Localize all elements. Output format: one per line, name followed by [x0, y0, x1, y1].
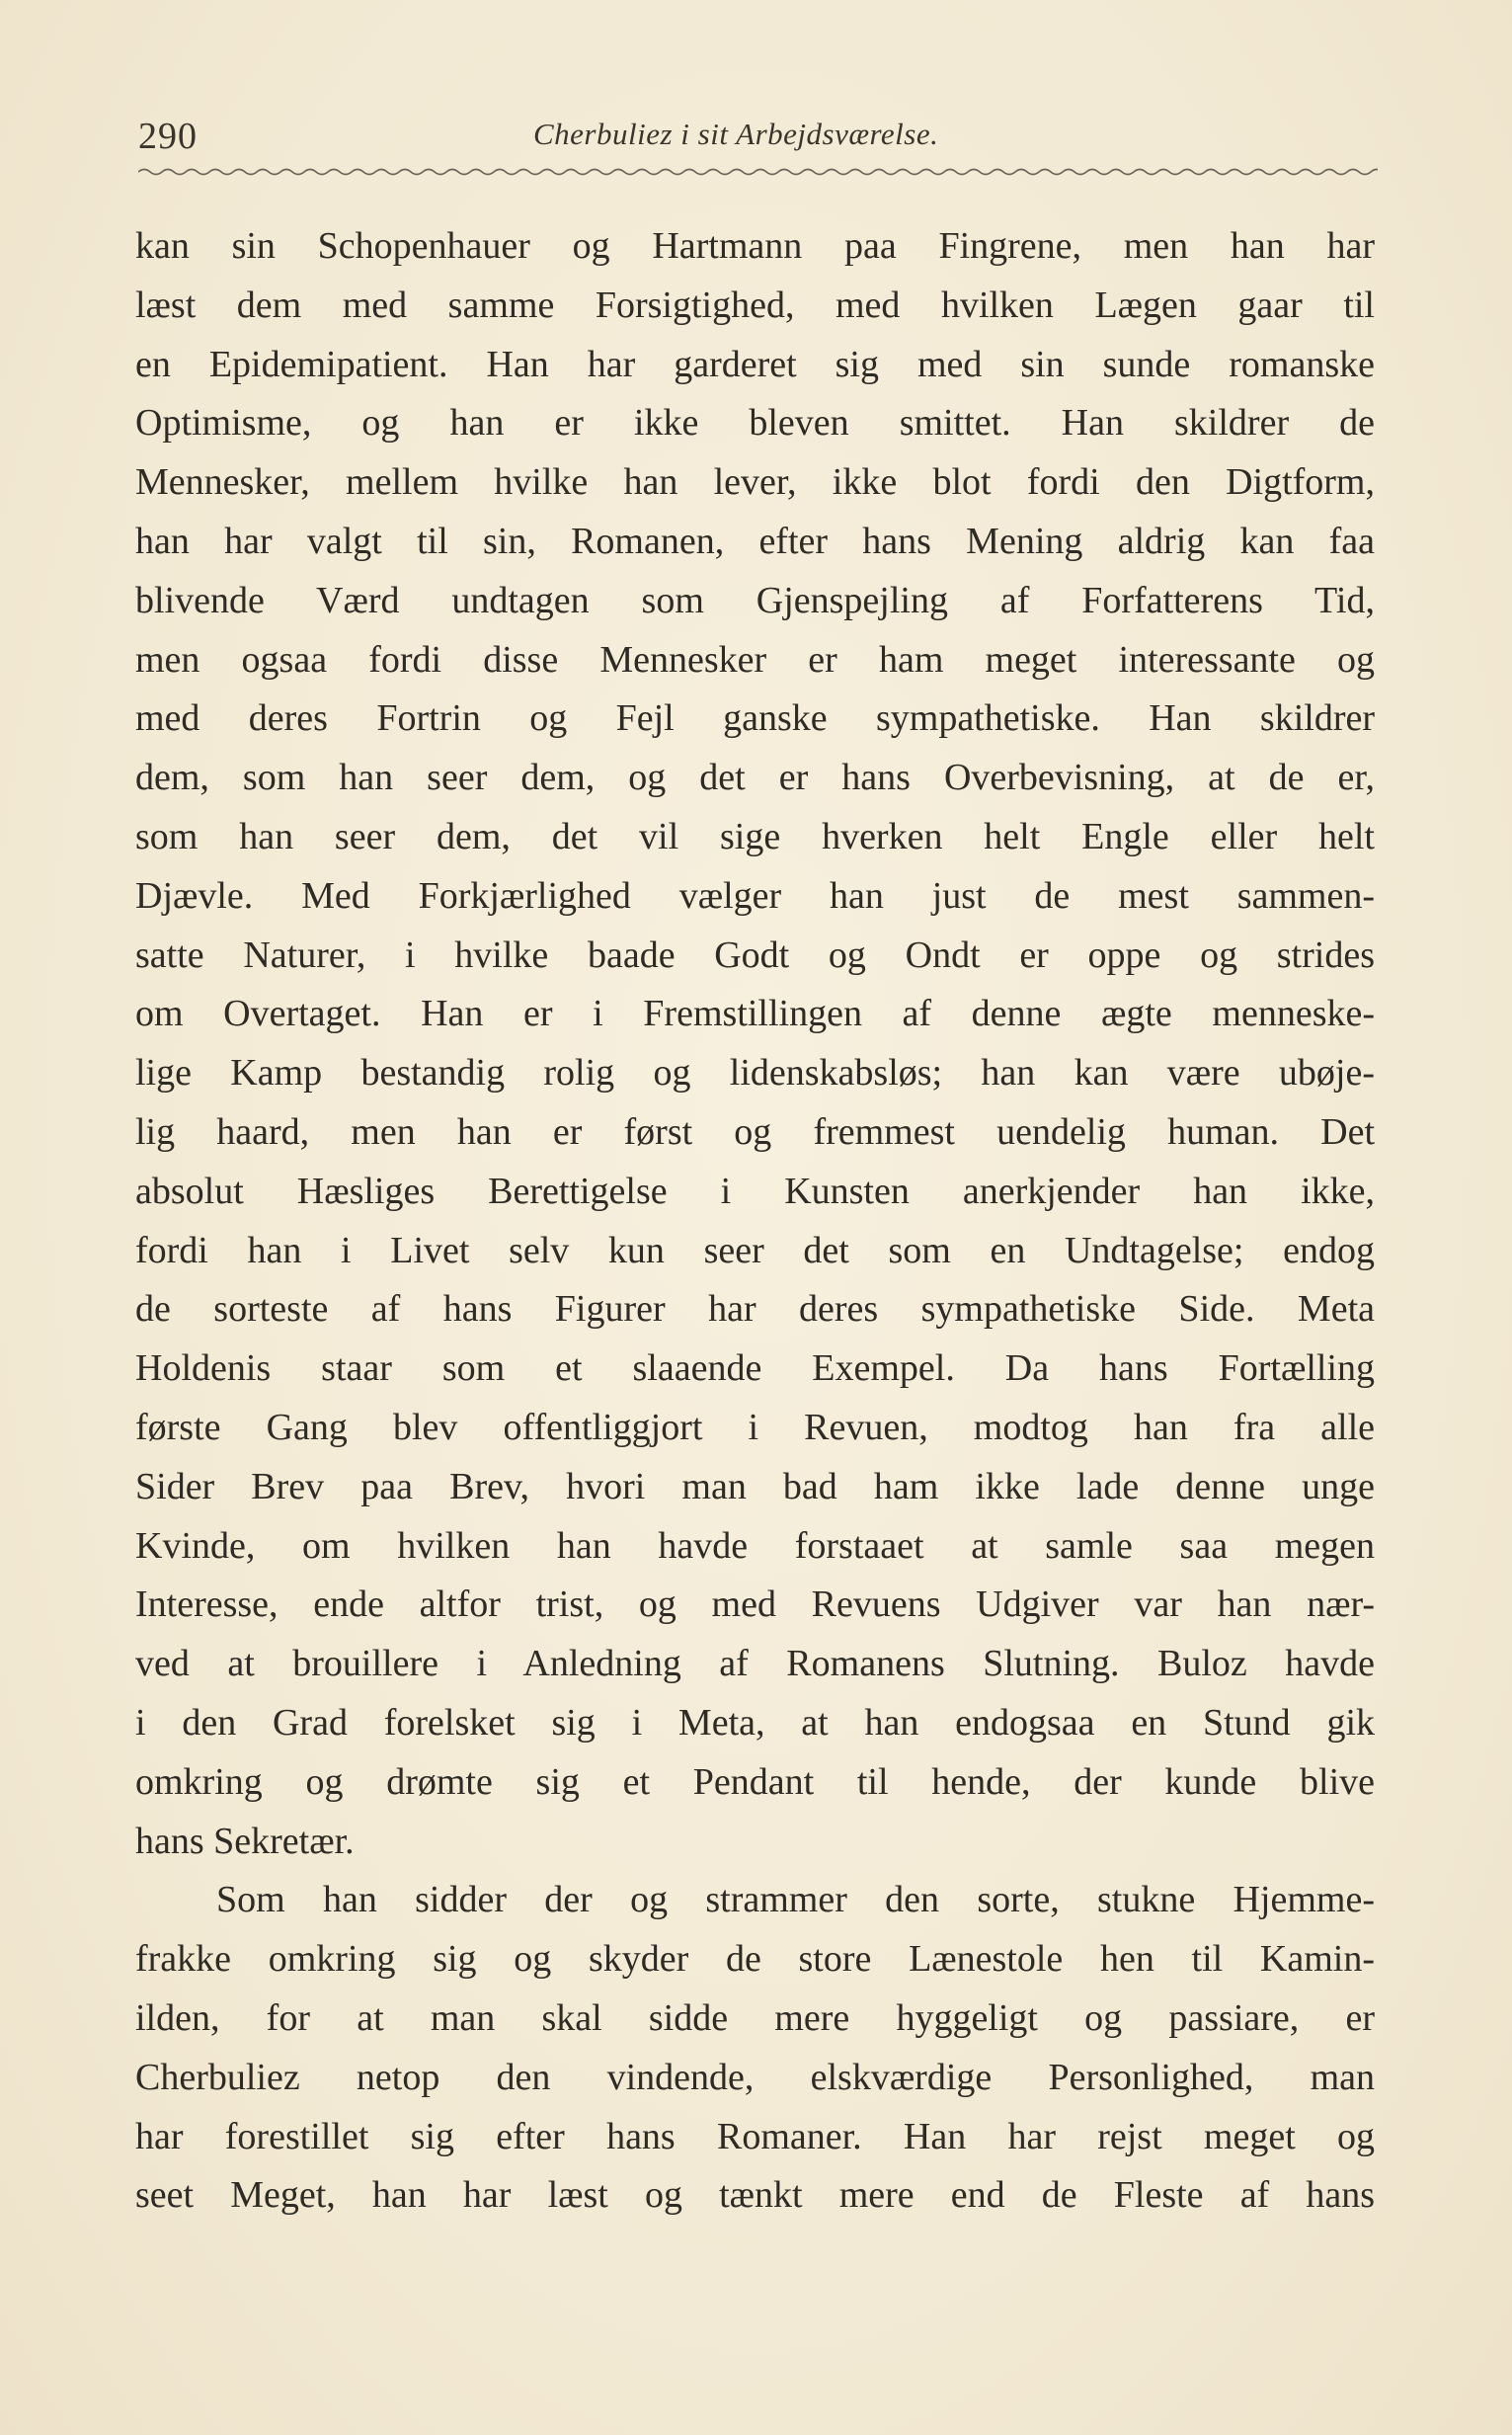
text-line: lige Kamp bestandig rolig og lidenskabsløs; han kan være ubøje- — [135, 1052, 1375, 1095]
text-line: blivende Værd undtagen som Gjenspejling af Forfatterens Tid, — [135, 579, 1375, 621]
text-line: satte Naturer, i hvilke baade Godt og Ondt er oppe og strides — [135, 933, 1375, 976]
text-line: hans Sekretær. — [135, 1820, 355, 1862]
text-line: kan sin Schopenhauer og Hartmann paa Fingrene, men han har — [135, 225, 1375, 267]
paragraph-2 — [135, 1871, 1375, 2226]
text-line: ilden, for at man skal sidde mere hyggeligt og passiare, er — [135, 1996, 1375, 2039]
text-line: Djævle. Med Forkjærlighed vælger han just de mest sammen- — [135, 874, 1375, 917]
text-line: lig haard, men han er først og fremmest uendelig human. Det — [135, 1110, 1375, 1153]
paragraph-1 — [135, 217, 1375, 1871]
text-line: en Epidemipatient. Han har garderet sig med sin sunde romanske — [135, 343, 1375, 385]
text-line: som han seer dem, det vil sige hverken helt Engle eller helt — [135, 815, 1375, 857]
text-line: seet Meget, han har læst og tænkt mere end de Fleste af hans — [135, 2174, 1375, 2217]
body-text — [135, 217, 1375, 2226]
text-line: Sider Brev paa Brev, hvori man bad ham ikke lade denne unge — [135, 1465, 1375, 1507]
running-title: Cherbuliez i sit Arbejdsværelse. — [533, 117, 939, 151]
text-line: med deres Fortrin og Fejl ganske sympathetiske. Han skildrer — [135, 697, 1375, 740]
text-line: Mennesker, mellem hvilke han lever, ikke blot fordi den Digtform, — [135, 461, 1375, 504]
page-number: 290 — [138, 116, 198, 157]
text-line: men ogsaa fordi disse Mennesker er ham meget interessante og — [135, 638, 1375, 681]
text-line: første Gang blev offentliggjort i Revuen, modtog han fra alle — [135, 1406, 1375, 1448]
text-line: Cherbuliez netop den vindende, elskværdige Personlighed, man — [135, 2056, 1375, 2098]
text-line: Interesse, ende altfor trist, og med Revuens Udgiver var han nær- — [135, 1583, 1375, 1626]
text-line: han har valgt til sin, Romanen, efter hans Mening aldrig kan faa — [135, 520, 1375, 562]
text-line: har forestillet sig efter hans Romaner. Han har rejst meget og — [135, 2115, 1375, 2157]
text-line: de sorteste af hans Figurer har deres sympathetiske Side. Meta — [135, 1288, 1375, 1331]
text-line: i den Grad forelsket sig i Meta, at han endogsaa en Stund gik — [135, 1701, 1375, 1744]
text-line: ved at brouillere i Anledning af Romanens Slutning. Buloz havde — [135, 1643, 1375, 1685]
text-line: dem, som han seer dem, og det er hans Overbevisning, at de er, — [135, 757, 1375, 799]
text-line: Optimisme, og han er ikke bleven smittet. Han skildrer de — [135, 402, 1375, 445]
running-head — [138, 107, 1373, 166]
text-line: Kvinde, om hvilken han havde forstaaet at samle saa megen — [135, 1524, 1375, 1567]
ornamental-rule — [138, 166, 1378, 178]
text-line: læst dem med samme Forsigtighed, med hvilken Lægen gaar til — [135, 284, 1375, 326]
text-line: absolut Hæsliges Berettigelse i Kunsten anerkjender han ikke, — [135, 1170, 1375, 1212]
text-line: frakke omkring sig og skyder de store Lænestole hen til Kamin- — [135, 1938, 1375, 1981]
text-line: Som han sidder der og strammer den sorte, stukne Hjemme- — [216, 1879, 1375, 1921]
text-line: fordi han i Livet selv kun seer det som en Undtagelse; endog — [135, 1229, 1375, 1271]
text-line: om Overtaget. Han er i Fremstillingen af denne ægte menneske- — [135, 993, 1375, 1035]
text-line: Holdenis staar som et slaaende Exempel. Da hans Fortælling — [135, 1347, 1375, 1390]
text-line: omkring og drømte sig et Pendant til hende, der kunde blive — [135, 1760, 1375, 1803]
